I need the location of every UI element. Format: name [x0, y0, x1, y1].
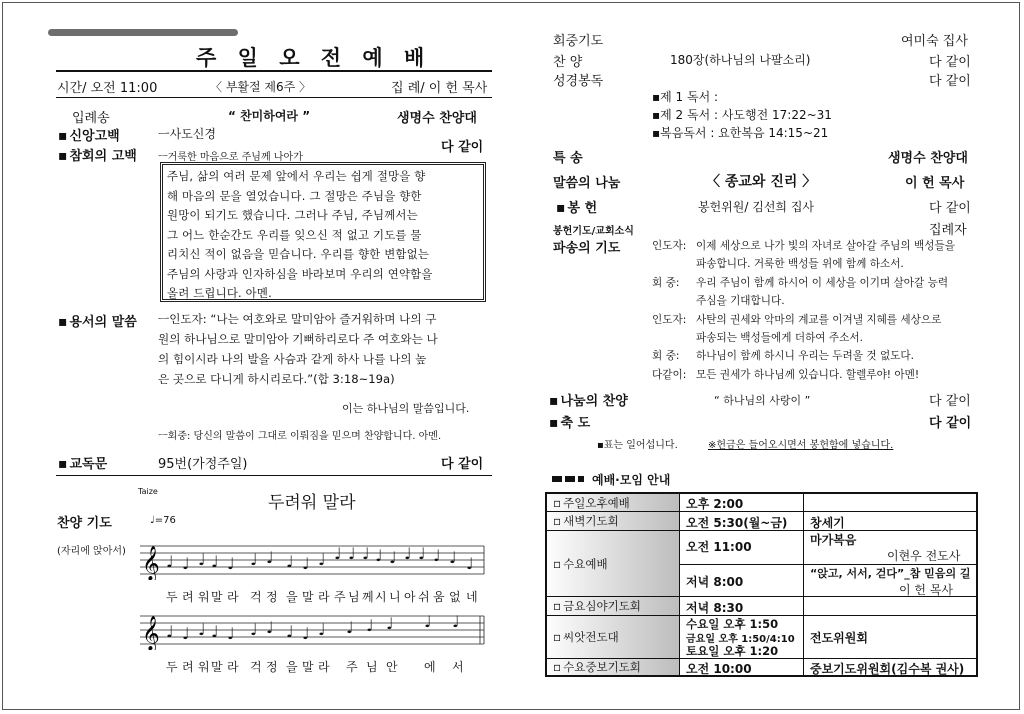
order-middle-creed: ㅡ사도신경 [158, 127, 216, 141]
presider: 집 례/ 이 헌 목사 [391, 81, 488, 96]
bullet-bar-icon [552, 476, 562, 482]
pardon-line: 의 힘이시라 나의 발을 사슴과 같게 하사 나를 나의 높 [158, 352, 427, 366]
lyric-syllable: 라 [318, 660, 330, 674]
lyric-syllable: 워 [198, 660, 210, 674]
music-note-icon: ♩ [286, 622, 294, 641]
lyric-syllable: 워 [198, 590, 210, 604]
order-label-hymn: 찬 양 [553, 55, 583, 70]
order-right-hymn: 다 같이 [929, 55, 971, 70]
order-label-blessing: ▪ 축 도 [549, 412, 590, 431]
schedule-detail: 전도위원회 [810, 631, 868, 645]
lyric-syllable: 께 [362, 590, 374, 604]
music-note-icon: ♩ [227, 554, 235, 573]
music-note-icon: ♩ [334, 544, 342, 563]
table-row [547, 531, 976, 597]
lyric-syllable: 쉬 [418, 590, 430, 604]
schedule-time: 토요일 오후 1:20 [686, 644, 779, 658]
schedule-detail: 마가복음 [810, 533, 857, 547]
service-time: 시간/ 오전 11:00 [57, 81, 158, 96]
schedule-time: 오후 2:00 [686, 497, 744, 511]
lyric-syllable: 려 [182, 660, 194, 674]
speaker-text: 우리 주님이 함께 하시어 이 세상을 이기며 살아갈 능력 [696, 276, 949, 289]
lyric-syllable: 두 [166, 590, 178, 604]
lyric-syllable: 아 [404, 590, 416, 604]
song-composer-tag: Taize [138, 487, 158, 496]
sending-line [652, 292, 785, 310]
order-label-pardon: ▪ 용서의 말씀 [58, 311, 137, 330]
lyric-syllable: 시 [375, 590, 387, 604]
music-note-icon: ♩ [362, 544, 370, 563]
lyric-syllable: 안 [386, 660, 398, 674]
lyric-syllable: 을 [286, 660, 298, 674]
order-label-responsive: ▪ 교독문 [58, 453, 107, 472]
page-title: 주 일 오 전 예 배 [196, 46, 432, 70]
schedule-detail-sub: 이 헌 목사 [899, 583, 953, 597]
music-note-icon: ♩ [449, 548, 457, 567]
order-middle-entrance: “ 찬미하여라 ” [228, 109, 311, 123]
table-row [547, 616, 976, 659]
lyric-syllable: 니 [389, 590, 401, 604]
lyric-syllable: 정 [266, 660, 278, 674]
lyric-syllable: 말 [302, 590, 314, 604]
title-divider [56, 70, 492, 72]
speaker-text: 사탄의 권세와 악마의 계교를 이겨낼 지혜를 세상으로 [696, 313, 942, 326]
horizontal-scrollbar[interactable] [48, 29, 238, 36]
confession-line: 주님의 사랑과 인자하심을 바라보며 우리의 연약함을 [167, 266, 433, 281]
offering-note: ※헌금은 들어오시면서 봉헌함에 넣습니다. [708, 440, 894, 451]
order-label-reading: 성경봉독 [553, 74, 604, 89]
music-note-icon: ♩ [404, 544, 412, 563]
order-label-sending: 파송의 기도 [553, 241, 621, 256]
schedule-title: 예배·모임 안내 [592, 473, 671, 487]
schedule-name: ▫ 수요중보기도회 [547, 659, 680, 675]
order-middle-sharing: “ 하나님의 사랑이 ” [714, 394, 811, 407]
sending-line [652, 347, 914, 365]
schedule-time: 금요일 오후 1:50/4:10 [686, 634, 795, 645]
music-note-icon: ♩ [227, 624, 235, 643]
music-note-icon: ♩ [250, 620, 258, 639]
pardon-response: ㅡ회중: 당신의 말씀이 그대로 이뤄짐을 믿으며 찬양합니다. 아멘. [158, 431, 442, 442]
music-note-icon: ♩ [286, 552, 294, 571]
lyric-syllable: 말 [302, 660, 314, 674]
pardon-close: 이는 하나님의 말씀입니다. [342, 402, 470, 415]
music-note-icon: ♩ [466, 554, 474, 573]
order-right-reading: 다 같이 [929, 74, 971, 89]
bullet-bar-icon [565, 476, 575, 482]
music-note-icon: ♩ [266, 618, 274, 637]
liturgical-week: 〈 부활절 제6주 〉 [210, 80, 312, 94]
speaker-text: 모든 권세가 하나님께 있습니다. 할렐루야! 아멘! [696, 368, 920, 381]
speaker-text: 파송되는 백성들에게 더하여 주소서. [696, 332, 863, 344]
schedule-table [545, 492, 978, 677]
song-tempo: ♩=76 [150, 515, 176, 526]
music-note-icon: ♩ [211, 622, 219, 641]
speaker-label: 인도자: [652, 313, 687, 326]
schedule-time: 수요일 오후 1:50 [686, 617, 779, 631]
schedule-time: 저녁 8:30 [686, 601, 744, 615]
sending-line [652, 311, 941, 329]
reading-gospel: ▪복음독서 : 요한복음 14:15~21 [652, 126, 829, 140]
order-right-sharing: 다 같이 [929, 394, 971, 409]
pardon-line: ㅡ인도자: “나는 여호와로 말미암아 즐거워하며 나의 구 [158, 312, 437, 326]
music-note-icon: ♩ [166, 552, 174, 571]
schedule-time: 오전 11:00 [686, 540, 752, 554]
svg-text:𝄞: 𝄞 [142, 616, 160, 650]
order-label-offering-prayer: 봉헌기도/교회소식 [553, 226, 634, 237]
lyric-syllable: 을 [286, 590, 298, 604]
sending-line [652, 255, 904, 273]
sending-line [652, 274, 948, 292]
speaker-text: 파송합니다. 거룩한 백성들 위에 함께 하소서. [696, 258, 904, 271]
schedule-name: ▫ 금요심야기도회 [547, 597, 680, 615]
pardon-line: 원의 하나님으로 말미암아 기뻐하리로다 주 여호와는 나 [158, 332, 438, 346]
order-label-entrance: 입례송 [72, 111, 110, 126]
music-note-icon: ♩ [211, 552, 219, 571]
music-note-icon: ♩ [198, 620, 206, 639]
order-middle-confession: ㅡ거룩한 마음으로 주님께 나아가 [158, 152, 303, 163]
svg-text:𝄞: 𝄞 [142, 546, 160, 580]
music-note-icon: ♩ [424, 612, 432, 631]
lyric-syllable: 라 [318, 590, 330, 604]
music-note-icon: ♩ [433, 546, 441, 565]
schedule-name: ▫ 수요예배 [547, 531, 680, 596]
lyric-syllable: 두 [166, 660, 178, 674]
song-title: 두려워 말라 [268, 493, 356, 513]
order-label-sharing: ▪ 나눔의 찬양 [549, 390, 628, 409]
music-note-icon: ♩ [389, 548, 397, 567]
pardon-line: 은 곳으로 다니게 하시리로다.”(합 3:18~19a) [158, 372, 395, 386]
order-middle-offering: 봉헌위원/ 김선희 집사 [698, 200, 815, 214]
reading-1: ▪제 1 독서 : [652, 90, 719, 104]
confession-line: 그 어느 한순간도 우리를 잊으신 적 없고 기도를 물 [167, 227, 422, 242]
schedule-detail: 중보기도위원회(김수복 권사) [810, 662, 965, 676]
table-row [547, 494, 976, 512]
lyric-syllable: 걱 [250, 590, 262, 604]
lyric-syllable: 서 [452, 660, 464, 674]
music-note-icon: ♩ [266, 548, 274, 567]
reading-2: ▪제 2 독서 : 사도행전 17:22~31 [652, 108, 832, 122]
music-note-icon: ♩ [318, 620, 326, 639]
order-right-offering: 다 같이 [929, 201, 971, 216]
speaker-text: 하나님이 함께 하시니 우리는 두려울 것 없도다. [696, 350, 915, 363]
schedule-time: 오전 10:00 [686, 662, 752, 676]
order-right-creed: 다 같이 [441, 140, 484, 155]
confession-line: 올려 드립니다. 아멘. [167, 286, 272, 300]
confession-line: 해 마음의 문을 열었습니다. 그 절망은 주님을 향한 [167, 188, 422, 203]
music-note-icon: ♩ [302, 624, 310, 643]
music-staff-2 [140, 612, 486, 650]
music-note-icon: ♩ [346, 618, 354, 637]
speaker-text: 주심을 기대합니다. [696, 295, 785, 308]
music-note-icon: ♩ [198, 550, 206, 569]
responsive-divider [56, 475, 492, 476]
order-right-offering-prayer: 집례자 [929, 223, 967, 238]
order-label-song: 찬양 기도 [57, 516, 112, 531]
music-note-icon: ♩ [302, 554, 310, 573]
confession-line: 리치신 적이 없음을 믿습니다. 우리를 향한 변함없는 [167, 247, 430, 261]
schedule-detail: “앉고, 서서, 걷다”_참 믿음의 길 [810, 567, 971, 580]
lyric-syllable: 주 [334, 590, 346, 604]
lyric-syllable: 라 [227, 590, 239, 604]
lyric-syllable: 라 [227, 660, 239, 674]
music-note-icon: ♩ [452, 612, 460, 631]
table-row [547, 512, 976, 531]
table-row [547, 659, 976, 676]
confession-line: 원망이 되기도 했습니다. 그러나 주님, 주님께서는 [167, 208, 418, 222]
schedule-name: ▫ 주일오후예배 [547, 494, 680, 511]
stand-note: ▪표는 일어섭니다. [597, 440, 678, 451]
music-note-icon: ♩ [166, 622, 174, 641]
sending-line [652, 237, 955, 255]
order-right-blessing: 다 같이 [929, 416, 972, 431]
order-label-confession: ▪ 참회의 고백 [58, 145, 137, 164]
order-label-special: 특 송 [553, 151, 583, 166]
order-right-special: 생명수 찬양대 [888, 151, 968, 166]
music-note-icon: ♩ [318, 550, 326, 569]
schedule-time: 오전 5:30(월~금) [686, 516, 788, 530]
song-instruction: (자리에 앉아서) [57, 546, 126, 557]
lyric-syllable: 님 [348, 590, 360, 604]
lyric-syllable: 말 [211, 660, 223, 674]
confession-line: 주님, 삶의 여러 문제 앞에서 우리는 쉽게 절망을 향 [167, 169, 426, 183]
music-note-icon: ♩ [348, 544, 356, 563]
confession-box [160, 162, 486, 302]
speaker-label: 다같이: [652, 368, 687, 381]
speaker-text: 이제 세상으로 나가 빛의 자녀로 살아갈 주님의 백성들을 [696, 240, 955, 252]
order-right-responsive: 다 같이 [441, 457, 484, 472]
lyric-syllable: 없 [449, 590, 461, 604]
order-middle-responsive: 95번(가정주일) [158, 457, 248, 472]
music-note-icon: ♩ [182, 554, 190, 573]
speaker-label: 회 중: [652, 350, 680, 363]
pardon-text [158, 309, 438, 389]
music-note-icon: ♩ [250, 550, 258, 569]
header-divider [56, 97, 492, 98]
schedule-time: 저녁 8:00 [686, 575, 744, 589]
sending-line [652, 329, 863, 347]
lyric-syllable: 말 [211, 590, 223, 604]
bullet-bar-icon [578, 476, 584, 482]
music-note-icon: ♩ [375, 546, 383, 565]
order-label-prayer: 회중기도 [553, 34, 604, 49]
order-right-prayer: 여미숙 집사 [901, 34, 968, 49]
table-row [547, 597, 976, 616]
schedule-name: ▫ 새벽기도회 [547, 512, 680, 530]
speaker-label: 회 중: [652, 276, 680, 289]
order-label-creed: ▪ 신앙고백 [58, 125, 120, 144]
order-label-sermon: 말씀의 나눔 [553, 176, 621, 191]
lyric-syllable: 에 [424, 660, 436, 674]
lyric-syllable: 님 [366, 660, 378, 674]
lyric-syllable: 걱 [250, 660, 262, 674]
music-note-icon: ♩ [366, 616, 374, 635]
order-middle-hymn: 180장(하나님의 나팔소리) [670, 53, 811, 67]
order-right-entrance: 생명수 찬양대 [397, 111, 477, 126]
lyric-syllable: 주 [346, 660, 358, 674]
order-right-sermon: 이 헌 목사 [905, 176, 965, 191]
lyric-syllable: 려 [182, 590, 194, 604]
lyric-syllable: 네 [466, 590, 478, 604]
schedule-detail: 창세기 [810, 516, 845, 530]
schedule-detail-sub: 이현우 전도사 [887, 549, 961, 563]
music-note-icon: ♩ [418, 544, 426, 563]
music-note-icon: ♩ [182, 624, 190, 643]
order-label-offering: ▪ 봉 헌 [556, 197, 597, 216]
sermon-title: 〈 종교와 진리 〉 [706, 174, 817, 190]
lyric-syllable: 움 [433, 590, 445, 604]
lyric-syllable: 정 [266, 590, 278, 604]
schedule-name: ▫ 씨앗전도대 [547, 616, 680, 658]
music-note-icon: ♩ [386, 614, 394, 633]
speaker-label: 인도자: [652, 240, 687, 252]
sending-line [652, 366, 919, 384]
